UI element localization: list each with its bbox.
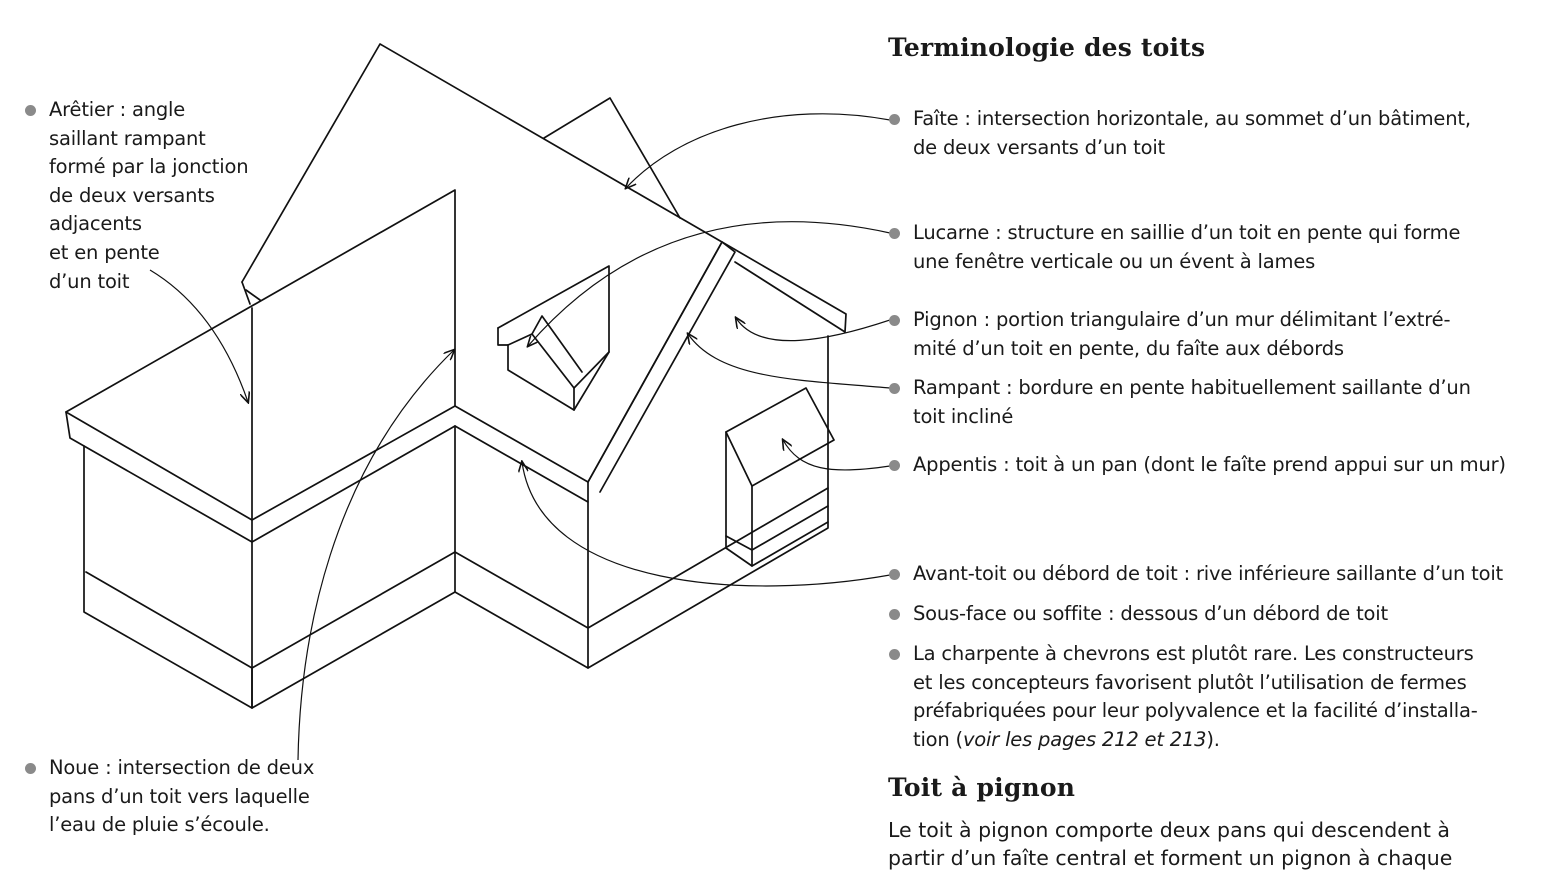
label-lucarne [913, 219, 1460, 276]
bullet-icon [25, 763, 36, 774]
leader-noue [298, 350, 454, 760]
label-line: d’un toit [49, 269, 130, 293]
leader-rampant [688, 334, 890, 388]
label-line: adjacents [49, 212, 142, 236]
label-line: pans d’un toit vers laquelle [49, 784, 310, 808]
dormer [498, 266, 609, 410]
leader-appentis [783, 440, 890, 470]
label-faite [913, 105, 1471, 162]
label-line: Arêtier : angle [49, 98, 186, 121]
page-reference: voir les pages 212 et 213 [962, 727, 1207, 751]
label-line: mité d’un toit en pente, du faîte aux débords [913, 336, 1344, 360]
body-line: Le toit à pignon comporte deux pans qui descendent à [888, 818, 1450, 842]
leader-pignon [736, 318, 890, 341]
leader-faite [626, 114, 890, 188]
label-pignon [913, 306, 1450, 363]
note-line: et les concepteurs favorisent plutôt l’utilisation de fermes [913, 670, 1467, 694]
label-avant-toit [913, 560, 1503, 589]
label-line: Sous-face ou soffite : dessous d’un débord de toit [913, 602, 1388, 625]
label-sous-face [913, 600, 1388, 629]
label-line: Pignon : portion triangulaire d’un mur délimitant l’extré- [913, 308, 1451, 331]
label-noue [49, 754, 314, 840]
note-charpente [913, 640, 1478, 754]
label-appentis [913, 451, 1506, 480]
note-line: préfabriquées pour leur polyvalence et la facilité d’installa- [913, 699, 1478, 723]
gable-rake [588, 242, 735, 492]
leader-avant-toit [522, 462, 890, 586]
body-text [888, 816, 1452, 872]
bullet-icon [889, 383, 900, 394]
body-line: partir d’un faîte central et forment un pignon à chaque [888, 846, 1453, 870]
bullet-icon [889, 649, 900, 660]
label-line: Avant-toit ou débord de toit : rive inférieure saillante d’un toit [913, 562, 1503, 585]
label-line: Appentis : toit à un pan (dont le faîte prend appui sur un mur) [913, 453, 1506, 476]
label-line: Noue : intersection de deux [49, 756, 315, 779]
label-line: saillant rampant [49, 126, 206, 150]
label-line: l’eau de pluie s’écoule. [49, 813, 270, 837]
note-line-last [913, 726, 1478, 755]
label-aretier [49, 96, 248, 296]
label-line: Rampant : bordure en pente habituellement saillante d’un [913, 376, 1471, 399]
section-title: Toit à pignon [888, 773, 1076, 802]
label-line: de deux versants d’un toit [913, 135, 1166, 159]
bullet-icon [889, 609, 900, 620]
bullet-icon [889, 315, 900, 326]
note-prefix: tion ( [913, 727, 963, 751]
bullet-icon [889, 460, 900, 471]
leader-lucarne [528, 222, 890, 346]
label-line: une fenêtre verticale ou un évent à lames [913, 249, 1316, 273]
label-line: Faîte : intersection horizontale, au sommet d’un bâtiment, [913, 107, 1471, 130]
label-rampant [913, 374, 1471, 431]
bullet-icon [25, 105, 36, 116]
label-line: Lucarne : structure en saillie d’un toit en pente qui forme [913, 221, 1461, 244]
bullet-icon [889, 114, 900, 125]
shed-box [726, 388, 834, 486]
label-line: toit incliné [913, 404, 1014, 428]
label-line: de deux versants [49, 183, 215, 207]
label-line: et en pente [49, 240, 160, 264]
note-line: La charpente à chevrons est plutôt rare. Les constructeurs [913, 642, 1474, 665]
bullet-icon [889, 228, 900, 239]
note-suffix: ). [1206, 727, 1220, 751]
main-roof-outline [242, 44, 722, 282]
page-title: Terminologie des toits [888, 33, 1206, 62]
bullet-icon [889, 569, 900, 580]
label-line: formé par la jonction [49, 155, 249, 179]
left-wing-wall [84, 446, 252, 708]
chimney-dormer-back [544, 98, 680, 218]
gable-roof-right [722, 242, 846, 332]
